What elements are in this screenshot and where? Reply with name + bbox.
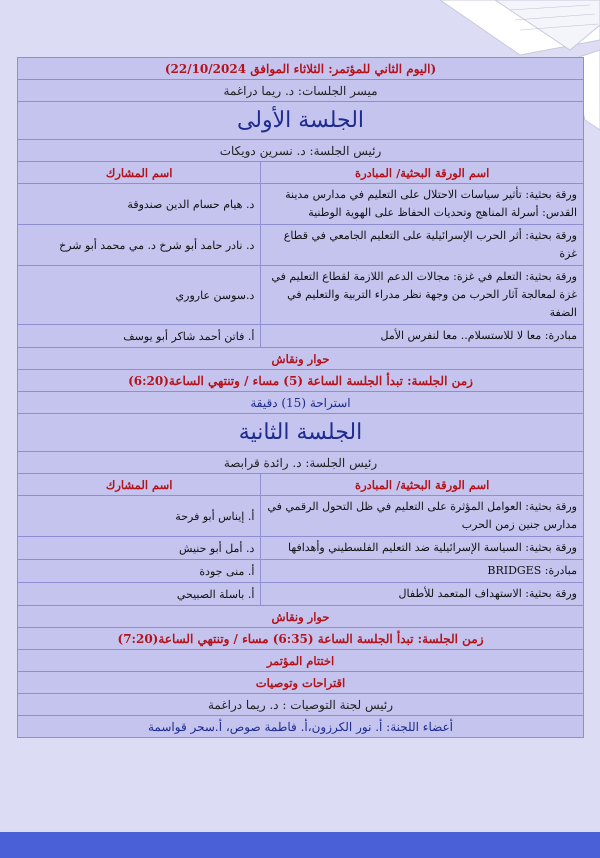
paper-title: ورقة بحثية: تأثير سياسات الاحتلال على التعليم في مدارس مدينة القدس: أسرلة المناهج وتحديات الحفاظ على الهوية الوطنية bbox=[261, 184, 584, 225]
participant-name: أ. باسلة الصبيحي bbox=[18, 583, 261, 606]
committee-members: أعضاء اللجنة: أ. نور الكرزون،أ. فاطمة صوص، أ.سحر قواسمة bbox=[18, 716, 584, 738]
session1-discussion: حوار ونقاش bbox=[18, 348, 584, 370]
participant-name: د. نادر حامد أبو شرخ د. مي محمد أبو شرخ bbox=[18, 225, 261, 266]
session2-discussion: حوار ونقاش bbox=[18, 606, 584, 628]
session2-col-participant: اسم المشارك bbox=[18, 474, 261, 496]
table-row bbox=[18, 266, 584, 325]
session1-time: زمن الجلسة: تبدأ الجلسة الساعة (5) مساء / وتنتهي الساعة(6:20) bbox=[18, 370, 584, 392]
paper-title: مبادرة: معا لا للاستسلام.. معا لنفرس الأمل bbox=[261, 325, 584, 348]
participant-name: د. هيام حسام الدين صندوقة bbox=[18, 184, 261, 225]
sessions-moderator: ميسر الجلسات: د. ريما دراغمة bbox=[18, 80, 584, 102]
participant-name: د. أمل أبو حنيش bbox=[18, 537, 261, 560]
conference-program-table bbox=[17, 57, 584, 738]
session1-col-paper: اسم الورقة البحثية/ المبادرة bbox=[261, 162, 584, 184]
day-header: (اليوم الثاني للمؤتمر: الثلاثاء الموافق 22/10/2024) bbox=[18, 58, 584, 80]
participant-name: أ. منى جودة bbox=[18, 560, 261, 583]
footer-bar bbox=[0, 832, 600, 858]
table-row bbox=[18, 325, 584, 348]
paper-title: ورقة بحثية: الاستهداف المتعمد للأطفال bbox=[261, 583, 584, 606]
table-row bbox=[18, 537, 584, 560]
session2-title: الجلسة الثانية bbox=[18, 414, 584, 452]
committee-head: رئيس لجنة التوصيات : د. ريما دراغمة bbox=[18, 694, 584, 716]
session1-col-participant: اسم المشارك bbox=[18, 162, 261, 184]
session2-col-paper: اسم الورقة البحثية/ المبادرة bbox=[261, 474, 584, 496]
participant-name: أ. فاتن أحمد شاكر أبو يوسف bbox=[18, 325, 261, 348]
session1-title: الجلسة الأولى bbox=[18, 102, 584, 140]
session2-chair: رئيس الجلسة: د. رائدة قرابصة bbox=[18, 452, 584, 474]
table-row bbox=[18, 225, 584, 266]
participant-name: د.سوسن عاروري bbox=[18, 266, 261, 325]
session2-time: زمن الجلسة: تبدأ الجلسة الساعة (6:35) مساء / وتنتهي الساعة(7:20) bbox=[18, 628, 584, 650]
table-row bbox=[18, 560, 584, 583]
break-notice: استراحة (15) دقيقة bbox=[18, 392, 584, 414]
table-row bbox=[18, 583, 584, 606]
participant-name: أ. إيناس أبو فرحة bbox=[18, 496, 261, 537]
paper-title: ورقة بحثية: أثر الحرب الإسرائيلية على التعليم الجامعي في قطاع غزة bbox=[261, 225, 584, 266]
paper-title: ورقة بحثية: التعلم في غزة: مجالات الدعم اللازمة لقطاع التعليم في غزة لمعالجة آثار الحرب من وجهة نظر مدراء التربية والتعليم في الضفة bbox=[261, 266, 584, 325]
session1-chair: رئيس الجلسة: د. نسرين دويكات bbox=[18, 140, 584, 162]
paper-title: ورقة بحثية: السياسة الإسرائيلية ضد التعليم الفلسطيني وأهدافها bbox=[261, 537, 584, 560]
table-row bbox=[18, 184, 584, 225]
conference-closing: اختتام المؤتمر bbox=[18, 650, 584, 672]
paper-title: ورقة بحثية: العوامل المؤثرة على التعليم في ظل التحول الرقمي في مدارس جنين زمن الحرب bbox=[261, 496, 584, 537]
table-row bbox=[18, 496, 584, 537]
paper-title: مبادرة: BRIDGES bbox=[261, 560, 584, 583]
recommendations-title: اقتراحات وتوصيات bbox=[18, 672, 584, 694]
